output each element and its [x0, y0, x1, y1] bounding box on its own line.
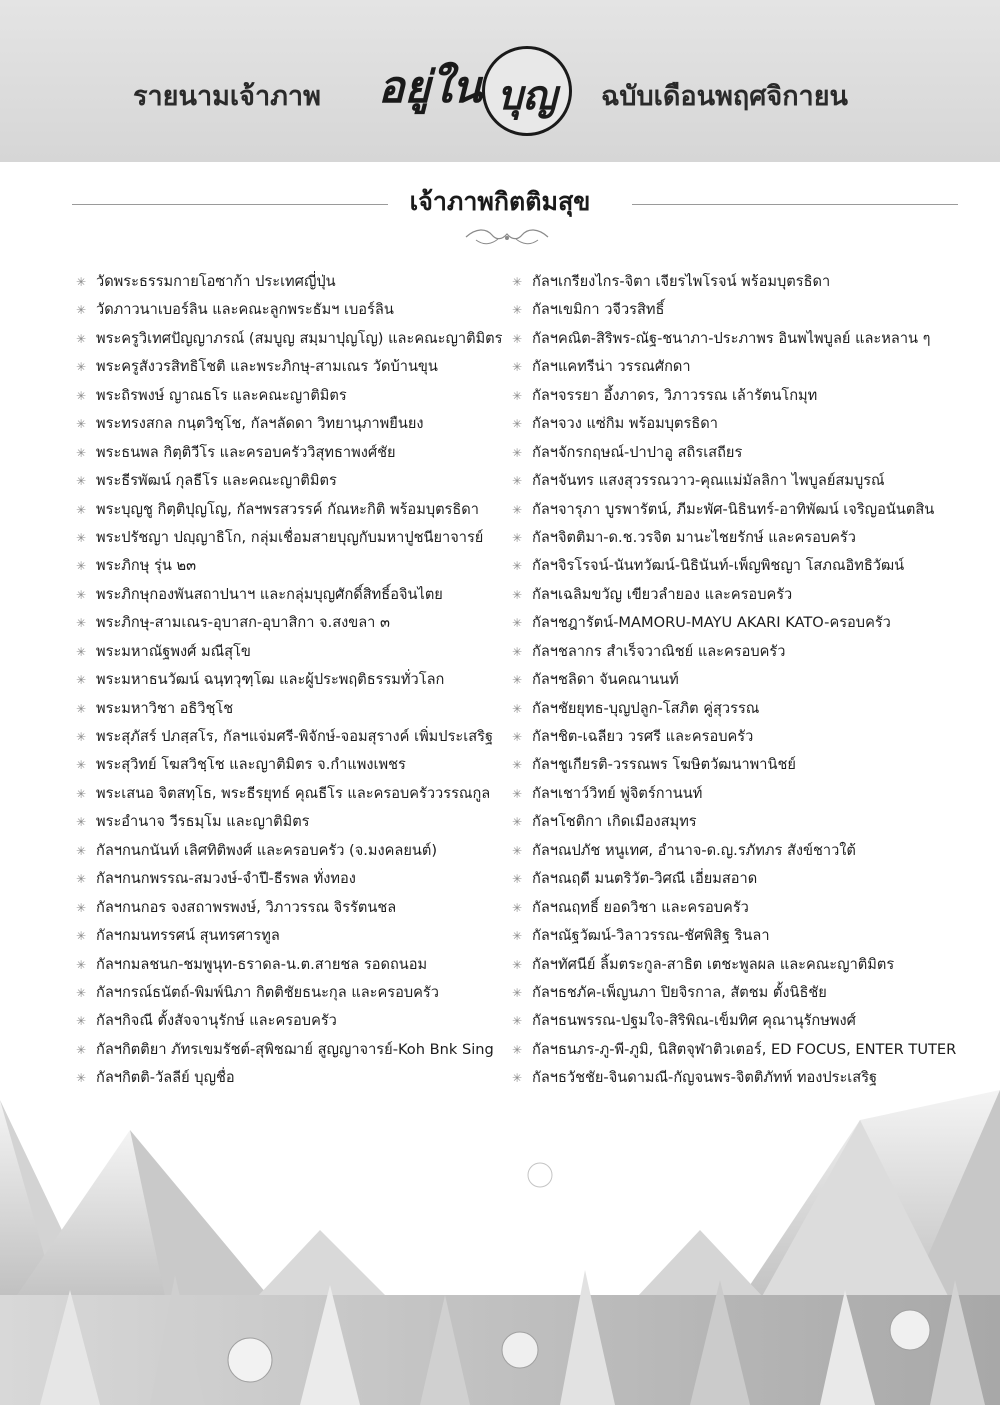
bullet-icon: ✳	[76, 1014, 87, 1029]
sponsor-list-item	[76, 894, 508, 922]
sponsor-list-item	[76, 979, 508, 1007]
bullet-icon: ✳	[76, 474, 87, 489]
bullet-icon: ✳	[76, 872, 87, 887]
sponsor-name: พระมหาวิชา อธิวิชฺโช	[96, 699, 234, 717]
sponsor-list-item	[512, 837, 982, 865]
sponsor-list-item	[512, 865, 982, 893]
sponsor-name: กัลฯจิตติมา-ด.ช.วรจิต มานะไชยรักษ์ และครอบครัว	[532, 528, 856, 546]
bullet-icon: ✳	[512, 502, 523, 517]
bullet-icon: ✳	[512, 303, 523, 318]
sponsor-list-item	[512, 894, 982, 922]
right-sponsor-list	[512, 268, 982, 1093]
sponsor-list-item	[76, 723, 508, 751]
bullet-icon: ✳	[512, 360, 523, 375]
sponsor-list-item	[512, 1007, 982, 1035]
sponsor-name: พระทรงสกล กนฺตวิชฺโช, กัลฯลัดดา วิทยานุภาพยืนยง	[96, 415, 424, 433]
sponsor-name: กัลฯณัฐวัฒน์-วิลาวรรณ-ชัศพิสิฐ รินลา	[532, 927, 770, 945]
bullet-icon: ✳	[512, 644, 523, 659]
sponsor-list-item	[76, 1036, 508, 1064]
bullet-icon: ✳	[512, 843, 523, 858]
bullet-icon: ✳	[512, 701, 523, 716]
sponsor-name: กัลฯธชภัค-เพ็ญนภา ปิยจิรกาล, สัตชม ตั้งนิธิชัย	[532, 983, 827, 1001]
sponsor-list-item	[76, 837, 508, 865]
bullet-icon: ✳	[76, 1071, 87, 1086]
bullet-icon: ✳	[76, 985, 87, 1000]
sponsor-name: กัลฯจรรยา อึ้งภาดร, วิภาวรรณ เล้ารัตนโกมุท	[532, 386, 818, 404]
bullet-icon: ✳	[76, 900, 87, 915]
sponsor-list-item	[512, 467, 982, 495]
bullet-icon: ✳	[76, 502, 87, 517]
sponsor-list-item	[76, 951, 508, 979]
sponsor-name: กัลฯกมลชนก-ชมพูนุท-ธราดล-น.ต.สายชล รอดถนอม	[96, 955, 428, 973]
sponsor-name: กัลฯชัยยุทธ-บุญปลูก-โสภิต คู่สุวรรณ	[532, 699, 760, 717]
sponsor-name: พระธีรพัฒน์ กุลธีโร และคณะญาติมิตร	[96, 472, 337, 490]
bullet-icon: ✳	[76, 445, 87, 460]
sponsor-name: กัลฯชฎารัตน์-MAMORU-MAYU AKARI KATO-ครอบครัว	[532, 614, 891, 632]
bullet-icon: ✳	[512, 985, 523, 1000]
bullet-icon: ✳	[76, 957, 87, 972]
sponsor-name: พระมหาธนวัฒน์ ฉนฺทวุฑฺโฒ และผู้ประพฤติธรรมทั่วโลก	[96, 671, 445, 689]
sponsor-list-item	[512, 666, 982, 694]
sponsor-list-item	[512, 808, 982, 836]
sponsor-list-item	[512, 552, 982, 580]
bullet-icon: ✳	[76, 673, 87, 688]
sponsor-name: พระภิกษุกองพันสถาปนาฯ และกลุ่มบุญศักดิ์สิทธิ์อจินไตย	[96, 585, 443, 603]
sponsor-name: พระเสนอ จิตสทฺโธ, พระธีรยุทธ์ คุณธีโร และครอบครัววรรณกูล	[96, 784, 491, 802]
logo-text-right: บุญ	[497, 72, 557, 119]
sponsor-list-item	[76, 666, 508, 694]
sponsor-list-item	[512, 922, 982, 950]
bullet-icon: ✳	[76, 559, 87, 574]
bullet-icon: ✳	[76, 701, 87, 716]
logo-text-left: อยู่ใน	[378, 62, 482, 113]
sponsor-list-item	[512, 382, 982, 410]
sponsor-list-item	[512, 695, 982, 723]
bullet-icon: ✳	[512, 957, 523, 972]
sponsor-name: กัลฯกนกพรรณ-สมวงษ์-จำปี-ธีรพล ทั่งทอง	[96, 870, 356, 888]
sponsor-list-item	[76, 325, 508, 353]
sponsor-name: กัลฯจารุภา บูรพารัตน์, ภีมะพัศ-นิธินทร์-อาทิพัฒน์ เจริญอนันตสิน	[532, 500, 935, 518]
bullet-icon: ✳	[76, 644, 87, 659]
sponsor-list-item	[512, 1036, 982, 1064]
bullet-icon: ✳	[76, 843, 87, 858]
sponsor-list-item	[512, 325, 982, 353]
bullet-icon: ✳	[76, 360, 87, 375]
sponsor-name: กัลฯเขมิกา วจีวรสิทธิ์	[532, 301, 665, 319]
header-title-left: รายนามเจ้าภาพ	[133, 81, 321, 112]
sponsor-name: กัลฯธนพรรณ-ปฐมใจ-สิริพิณ-เข็มทิศ คุณานุรักษพงศ์	[532, 1012, 856, 1030]
sponsor-name: พระถิรพงษ์ ญาณธโร และคณะญาติมิตร	[96, 386, 347, 404]
sponsor-list-item	[76, 695, 508, 723]
bullet-icon: ✳	[512, 1014, 523, 1029]
sponsor-list-item	[512, 496, 982, 524]
bullet-icon: ✳	[76, 786, 87, 801]
sponsor-list-item	[512, 439, 982, 467]
sponsor-name: กัลฯธวัชชัย-จินดามณี-กัญจนพร-จิตติภัทท์ ทองประเสริฐ	[532, 1069, 878, 1087]
header-banner	[0, 0, 1000, 162]
bullet-icon: ✳	[76, 616, 87, 631]
sponsor-list-item	[76, 922, 508, 950]
bullet-icon: ✳	[76, 275, 87, 289]
sponsor-name: พระปรัชญา ปญฺญาธิโก, กลุ่มเชื่อมสายบุญกับมหาปูชนียาจารย์	[96, 528, 484, 546]
logo	[370, 40, 590, 160]
bullet-icon: ✳	[512, 1042, 523, 1057]
bullet-icon: ✳	[512, 1071, 523, 1086]
crystal-pyramid-decoration	[0, 1080, 1000, 1405]
ornament-flourish-icon	[462, 226, 552, 248]
sponsor-name: กัลฯทัศนีย์ ลิ้มตระกูล-สาธิต เตชะพูลผล และคณะญาติมิตร	[532, 955, 895, 973]
sponsor-list-item	[512, 268, 982, 296]
bullet-icon: ✳	[512, 758, 523, 773]
sponsor-name: กัลฯเกรียงไกร-จิตา เจียรไพโรจน์ พร้อมบุตรธิดา	[532, 273, 831, 290]
sponsor-name: กัลฯชูเกียรติ-วรรณพร โฆษิตวัฒนาพานิชย์	[532, 756, 796, 774]
sponsor-name: พระบุญชู กิตฺติปุญโญ, กัลฯพรสวรรค์ กัณหะกิติ พร้อมบุตรธิดา	[96, 500, 479, 518]
sponsor-list-item	[76, 382, 508, 410]
sponsor-list-item	[76, 865, 508, 893]
sponsor-name: พระครูสังวรสิทธิโชติ และพระภิกษุ-สามเณร วัดบ้านขุน	[96, 358, 438, 376]
bullet-icon: ✳	[76, 530, 87, 545]
sponsor-list-item	[76, 1007, 508, 1035]
bullet-icon: ✳	[512, 786, 523, 801]
sponsor-list-item	[76, 296, 508, 324]
bullet-icon: ✳	[512, 900, 523, 915]
sponsor-name: กัลฯชิต-เฉลียว วรศรี และครอบครัว	[532, 728, 754, 745]
sponsor-list-item	[76, 780, 508, 808]
sponsor-name: วัดภาวนาเบอร์ลิน และคณะลูกพระธัมฯ เบอร์ลิน	[96, 301, 394, 319]
sponsor-list-item	[76, 808, 508, 836]
bullet-icon: ✳	[512, 530, 523, 545]
bullet-icon: ✳	[76, 730, 87, 744]
sponsor-name: พระสุวิทย์ โฆสวิชฺโช และญาติมิตร จ.กำแพงเพชร	[96, 756, 406, 774]
sponsor-list-item	[512, 353, 982, 381]
sponsor-name: พระภิกษุ รุ่น ๒๓	[96, 557, 197, 575]
sponsor-list-item	[76, 410, 508, 438]
bullet-icon: ✳	[512, 872, 523, 887]
sponsor-list-item	[512, 524, 982, 552]
sponsor-list-item	[76, 751, 508, 779]
sponsor-name: พระภิกษุ-สามเณร-อุบาสก-อุบาสิกา จ.สงขลา ๓	[96, 614, 390, 632]
bullet-icon: ✳	[512, 730, 523, 744]
sponsor-list-item	[512, 780, 982, 808]
sponsor-name: พระครูวิเทศปัญญาภรณ์ (สมบูญ สมฺมาปุญโญ) และคณะญาติมิตร	[96, 329, 503, 347]
sponsor-name: พระอำนาจ วีรธมฺโม และญาติมิตร	[96, 813, 310, 831]
sponsor-name: กัลฯณฤทธิ์ ยอดวิชา และครอบครัว	[532, 898, 749, 916]
bullet-icon: ✳	[512, 275, 523, 289]
bullet-icon: ✳	[512, 417, 523, 432]
header-title-right: ฉบับเดือนพฤศจิกายน	[601, 81, 848, 112]
sponsor-list-item	[512, 979, 982, 1007]
section-title: เจ้าภาพกิตติมสุข	[409, 187, 591, 216]
sponsor-name: พระสุภัสร์ ปภสฺสโร, กัลฯแจ่มศรี-พิจักษ์-จอมสุรางค์ เพิ่มประเสริฐ	[96, 728, 494, 745]
sponsor-name: กัลฯชลากร สำเร็จวาณิชย์ และครอบครัว	[532, 642, 786, 660]
sponsor-name: กัลฯคณิต-สิริพร-ณัฐ-ชนาภา-ประภาพร อินพไพบูลย์ และหลาน ๆ	[532, 329, 931, 347]
bullet-icon: ✳	[512, 815, 523, 830]
bullet-icon: ✳	[76, 1042, 87, 1057]
sponsor-name: กัลฯจวง แซ่กิม พร้อมบุตรธิดา	[532, 415, 718, 433]
left-sponsor-list	[76, 268, 508, 1093]
bullet-icon: ✳	[76, 587, 87, 602]
sponsor-list-item	[76, 439, 508, 467]
title-rule-right	[632, 204, 958, 205]
sponsor-list-item	[512, 410, 982, 438]
bullet-icon: ✳	[76, 331, 87, 346]
sponsor-list-item	[76, 552, 508, 580]
sponsor-name: พระธนพล กิตฺติวีโร และครอบครัววิสุทธาพงศ์ชัย	[96, 443, 396, 461]
bullet-icon: ✳	[76, 815, 87, 830]
sponsor-list-item	[76, 581, 508, 609]
sponsor-list-item	[512, 296, 982, 324]
sponsor-name: กัลฯกนกนันท์ เลิศทิติพงศ์ และครอบครัว (จ.มงคลยนต์)	[96, 841, 438, 859]
sponsor-list-item	[512, 581, 982, 609]
sponsor-name: กัลฯกิตติ-วัลลีย์ บุญชื่อ	[96, 1069, 235, 1087]
bullet-icon: ✳	[76, 303, 87, 318]
sponsor-list-item	[512, 609, 982, 637]
bullet-icon: ✳	[512, 445, 523, 460]
sponsor-list-item	[76, 638, 508, 666]
bullet-icon: ✳	[76, 758, 87, 773]
logo-circle	[482, 46, 572, 136]
sponsor-name: กัลฯณฤดี มนตริวัต-วิศณี เอี่ยมสอาด	[532, 870, 758, 888]
sponsor-name: กัลฯจันทร แสงสุวรรณวาว-คุณแม่มัลลิกา ไพบูลย์สมบูรณ์	[532, 472, 885, 490]
sponsor-name: กัลฯจักรกฤษณ์-ปาปาอู สถิรเสถียร	[532, 443, 743, 461]
bullet-icon: ✳	[512, 474, 523, 489]
sponsor-list-item	[512, 723, 982, 751]
sponsor-name: กัลฯชลิดา จันคณานนท์	[532, 671, 679, 689]
bullet-icon: ✳	[512, 673, 523, 688]
bullet-icon: ✳	[512, 929, 523, 944]
sponsor-name: กัลฯณปภัช หนูเทศ, อำนาจ-ด.ญ.รภัทภร สังข์ชาวใต้	[532, 841, 856, 859]
sponsor-list-item	[76, 467, 508, 495]
bullet-icon: ✳	[512, 331, 523, 346]
bullet-icon: ✳	[512, 388, 523, 403]
sponsor-name: กัลฯกนกอร จงสถาพรพงษ์, วิภาวรรณ จิรรัตนชล	[96, 898, 397, 916]
bullet-icon: ✳	[76, 417, 87, 432]
sponsor-list-item	[512, 751, 982, 779]
sponsor-name: กัลฯแคทรีน่า วรรณศักดา	[532, 358, 691, 376]
sponsor-name: กัลฯกิตติยา ภัทรเขมรัชต์-สุพิชฌาย์ สูญญาจารย์-Koh Bnk Sing	[96, 1040, 494, 1058]
sponsor-list-item	[512, 951, 982, 979]
sponsor-name: กัลฯกมนทรรศน์ สุนทรศารทูล	[96, 927, 280, 945]
bullet-icon: ✳	[512, 616, 523, 631]
sponsor-name: วัดพระธรรมกายโอซาก้า ประเทศญี่ปุ่น	[96, 273, 336, 290]
sponsor-list-item	[76, 268, 508, 296]
bullet-icon: ✳	[76, 929, 87, 944]
sponsor-list-item	[76, 609, 508, 637]
bullet-icon: ✳	[512, 587, 523, 602]
sponsor-list-item	[512, 638, 982, 666]
sponsor-list-item	[76, 524, 508, 552]
sponsor-name: พระมหาณัฐพงศ์ มณีสุโข	[96, 642, 251, 660]
sponsor-list-item	[76, 496, 508, 524]
sponsor-name: กัลฯจิรโรจน์-นันทวัฒน์-นิธินันท์-เพ็ญพิชญา โสภณอิทธิวัฒน์	[532, 557, 905, 575]
sponsor-name: กัลฯกรณ์ธนัตถ์-พิมพ์นิภา กิตติชัยธนะกุล และครอบครัว	[96, 983, 439, 1001]
bullet-icon: ✳	[512, 559, 523, 574]
sponsor-list-item	[76, 353, 508, 381]
sponsor-name: กัลฯเฉลิมขวัญ เขียวลำยอง และครอบครัว	[532, 585, 793, 603]
sponsor-name: กัลฯกิจณี ตั้งสัจจานุรักษ์ และครอบครัว	[96, 1012, 337, 1030]
sponsor-name: กัลฯโชติกา เกิดเมืองสมุทร	[532, 813, 697, 831]
sponsor-name: กัลฯเชาว์วิทย์ พู่จิตร์กานนท์	[532, 784, 703, 802]
sponsor-name: กัลฯธนภร-ภู-พี-ภูมิ, นิสิตจุฬาติวเตอร์, ED FOCUS, ENTER TUTER	[532, 1040, 957, 1058]
bullet-icon: ✳	[76, 388, 87, 403]
